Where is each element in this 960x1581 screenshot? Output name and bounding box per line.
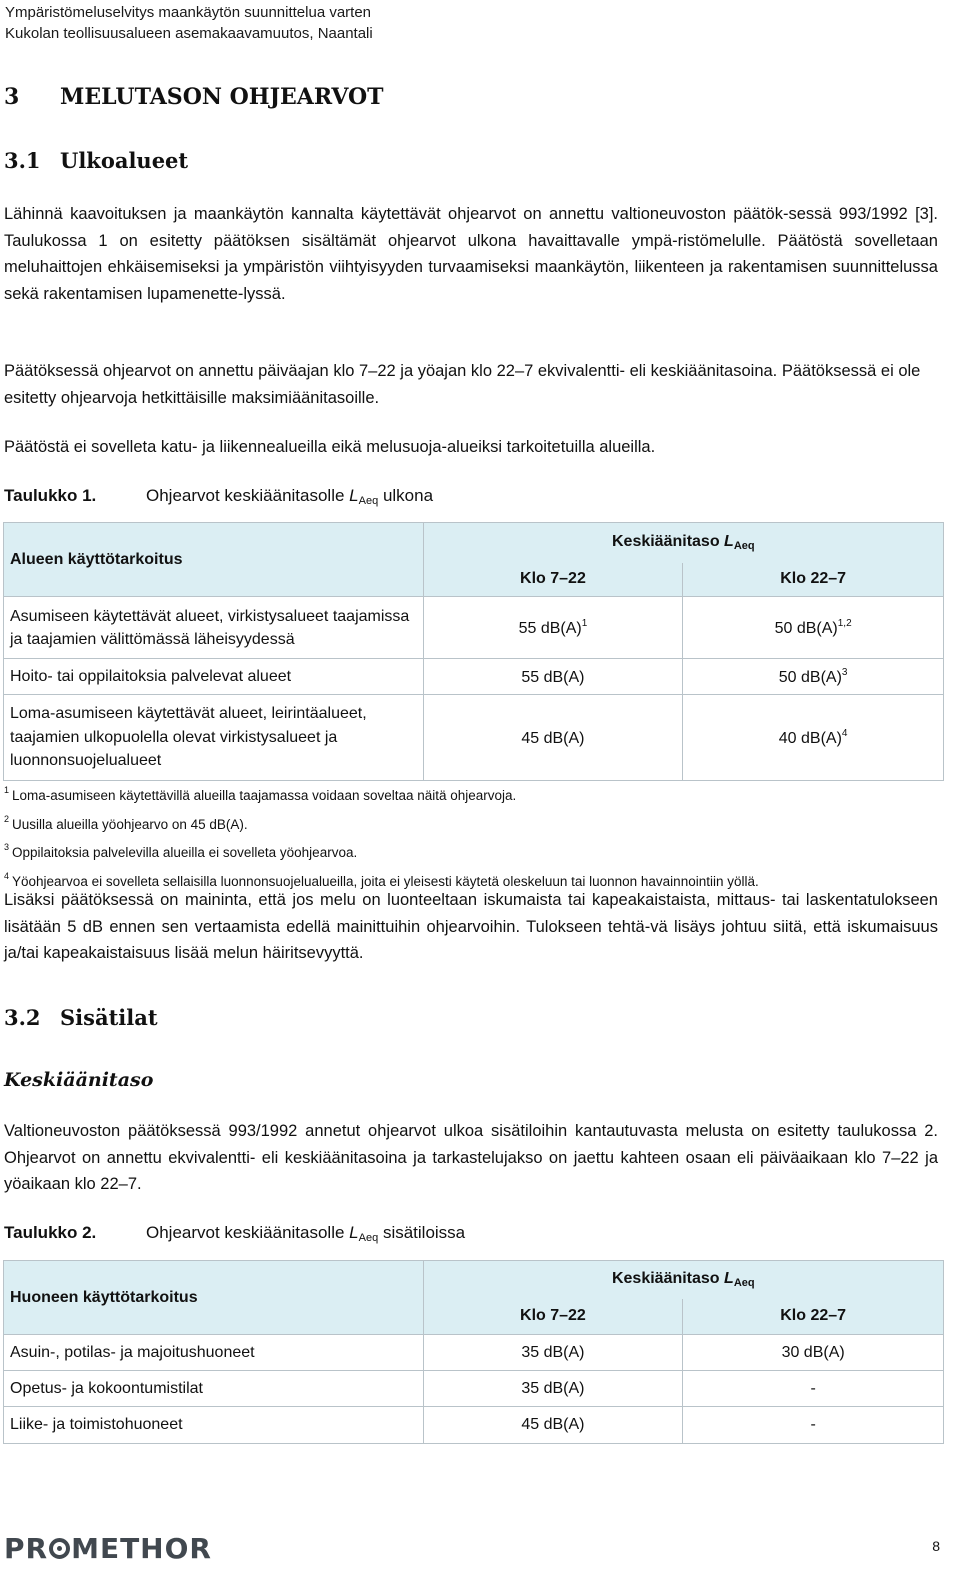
group-text: Keskiäänitaso [611, 1270, 725, 1288]
section-title: MELUTASON OHJEARVOT [60, 84, 384, 110]
section-3-1-heading [4, 148, 188, 173]
table-label: Taulukko 2. [4, 1223, 97, 1242]
footnote-ref: 3 [841, 666, 848, 678]
day-value-cell: 45 dB(A) [423, 1407, 683, 1444]
column-header-day: Klo 7–22 [423, 1299, 683, 1335]
paragraph-3: Päätöstä ei sovelleta katu- ja liikennealueilla eikä melusuoja-alueiksi tarkoitetuilla alueilla. [4, 438, 656, 456]
footnote [4, 779, 759, 808]
night-value-cell: - [683, 1407, 944, 1444]
caption-text-end: sisätiloissa [378, 1223, 466, 1242]
footnote-number: 2 [4, 813, 10, 824]
group-symbol: L [724, 533, 734, 551]
subheading: Keskiäänitaso [4, 1069, 154, 1091]
page-footer [0, 1516, 960, 1576]
night-value: 50 dB(A) [778, 668, 842, 686]
night-value-cell [683, 659, 944, 695]
room-cell: Liike- ja toimistohuoneet [4, 1407, 424, 1444]
day-value-cell [423, 659, 683, 695]
night-value-cell: 30 dB(A) [683, 1335, 944, 1371]
section-3-heading [4, 84, 384, 110]
table-label: Taulukko 1. [4, 486, 97, 505]
header-line-2: Kukolan teollisuusalueen asemakaavamuutos, Naantali [5, 25, 373, 42]
section-title: Sisätilat [60, 1005, 158, 1030]
table-row [4, 1407, 944, 1444]
room-cell: Opetus- ja kokoontumistilat [4, 1371, 424, 1407]
area-cell: Loma-asumiseen käytettävät alueet, leirintäalueet, taajamien ulkopuolella olevat virkistysalueet ja luonnonsuojelualueet [4, 695, 424, 781]
table-1-footnotes [4, 779, 759, 893]
caption-text: Ohjearvot keskiäänitasolle [146, 486, 350, 505]
footnote-text: Uusilla alueilla yöohjearvo on 45 dB(A). [12, 816, 248, 832]
table-1 [3, 522, 944, 781]
paragraph-2: Päätöksessä ohjearvot on annettu päiväajan klo 7–22 ja yöajan klo 22–7 ekvivalentti- eli keskiäänitasoina. Päätöksessä ei ole esitetty ohjearvoja hetkittäisille maksimiäänitasoille. [4, 362, 921, 407]
page-number: 8 [932, 1538, 940, 1554]
section-title: Ulkoalueet [60, 148, 189, 173]
caption-text-end: ulkona [378, 486, 434, 505]
logo-text-start: PR [4, 1532, 49, 1565]
group-text: Keskiäänitaso [611, 533, 725, 551]
footnote-text: Loma-asumiseen käytettävillä alueilla taajamassa voidaan soveltaa näitä ohjearvoja. [12, 788, 517, 803]
footnote-number: 1 [4, 785, 10, 795]
footnote-number: 3 [4, 842, 10, 852]
footnote-ref: 1 [581, 617, 588, 629]
column-header-night: Klo 22–7 [683, 1299, 944, 1335]
table-row [4, 659, 944, 695]
caption-symbol: L [349, 1223, 359, 1242]
section-number: 3.2 [4, 1005, 41, 1030]
day-value: 55 dB(A) [518, 619, 582, 637]
footnote-number: 4 [4, 870, 10, 881]
night-value-cell: - [683, 1371, 944, 1407]
day-value: 45 dB(A) [521, 729, 585, 747]
column-group-header [423, 523, 943, 563]
group-subscript: Aeq [733, 540, 755, 553]
table-row [4, 695, 944, 781]
table-1-caption [4, 486, 433, 507]
night-value-cell [683, 695, 944, 781]
footnote-text: Yöohjearvoa ei sovelleta sellaisilla luonnonsuojelualueilla, joita ei yleisesti käytetä oleskeluun tai luonnon havainnointiin yöllä. [12, 873, 759, 889]
logo-ring-icon [49, 1538, 70, 1559]
caption-text: Ohjearvot keskiäänitasolle [146, 1223, 350, 1242]
column-header-area: Alueen käyttötarkoitus [4, 523, 424, 597]
column-group-header [423, 1261, 943, 1299]
caption-symbol: L [349, 486, 359, 505]
caption-subscript: Aeq [358, 1232, 379, 1244]
column-header-day: Klo 7–22 [423, 563, 683, 597]
section-number: 3.1 [4, 148, 41, 173]
table-row [4, 597, 944, 659]
day-value-cell [423, 695, 683, 781]
paragraph-5: Valtioneuvoston päätöksessä 993/1992 annetut ohjearvot ulkoa sisätiloihin kantautuvasta melusta on esitetty taulukossa 2. Ohjearvot on annettu ekvivalentti- eli keskiäänitasoina ja tarkastelujakso on jaettu kahteen osaan eli päiväaikaan klo 7–22 ja yöaikaan klo 22–7. [4, 1122, 938, 1193]
day-value-cell: 35 dB(A) [423, 1335, 683, 1371]
day-value: 55 dB(A) [521, 668, 585, 686]
area-cell: Asumiseen käytettävät alueet, virkistysalueet taajamissa ja taajamien välittömässä läheisyydessä [4, 597, 424, 659]
footnote-text: Oppilaitoksia palvelevilla alueilla ei sovelleta yöohjearvoa. [12, 845, 358, 860]
header-line-1: Ympäristömeluselvitys maankäytön suunnittelua varten [5, 4, 372, 21]
table-2 [3, 1260, 944, 1444]
section-3-2-heading [4, 1005, 158, 1030]
paragraph-1: Lähinnä kaavoituksen ja maankäytön kannalta käytettävät ohjearvot on annettu valtioneuvoston päätök-sessä 993/1992 [3]. Taulukossa 1 on esitetty päätöksen sisältämät ohjearvot ulkona havaittavalle ympä-ristömelulle. Päätöstä sovelletaan meluhaittojen ehkäisemiseksi ja ympäristön viihtyisyyden turvaamiseksi maankäytön, liikenteen ja rakentamisen suunnittelussa sekä rakentamisen lupamenette-lyssä. [4, 205, 938, 303]
column-header-night: Klo 22–7 [683, 563, 944, 597]
night-value-cell [683, 597, 944, 659]
logo-text-end: METHOR [71, 1532, 212, 1565]
caption-subscript: Aeq [358, 495, 379, 507]
table-row [4, 1371, 944, 1407]
table-row [4, 1335, 944, 1371]
area-cell: Hoito- tai oppilaitoksia palvelevat alueet [4, 659, 424, 695]
day-value-cell: 35 dB(A) [423, 1371, 683, 1407]
table-2-caption [4, 1223, 465, 1244]
column-header-room: Huoneen käyttötarkoitus [4, 1261, 424, 1335]
footnote [4, 808, 759, 837]
group-subscript: Aeq [733, 1277, 755, 1290]
footnote [4, 836, 759, 865]
footnote-ref: 1,2 [837, 617, 852, 629]
group-symbol: L [724, 1270, 734, 1288]
footnote-ref: 4 [841, 727, 848, 739]
paragraph-4: Lisäksi päätöksessä on maininta, että jos melu on luonteeltaan iskumaista tai kapeakaistaista, mittaus- tai laskentatulokseen lisätään 5 dB ennen sen vertaamista edellä mainittuihin ohjearvoihin. Tulokseen tehtä-vä lisäys johtuu siitä, että iskumaisuus ja/tai kapeakaistaisuus lisää melun häiritsevyyttä. [4, 891, 938, 962]
room-cell: Asuin-, potilas- ja majoitushuoneet [4, 1335, 424, 1371]
night-value: 40 dB(A) [778, 729, 842, 747]
running-header [5, 2, 373, 44]
section-number: 3 [4, 84, 20, 110]
night-value: 50 dB(A) [774, 619, 838, 637]
promethor-logo [4, 1532, 212, 1565]
day-value-cell [423, 597, 683, 659]
